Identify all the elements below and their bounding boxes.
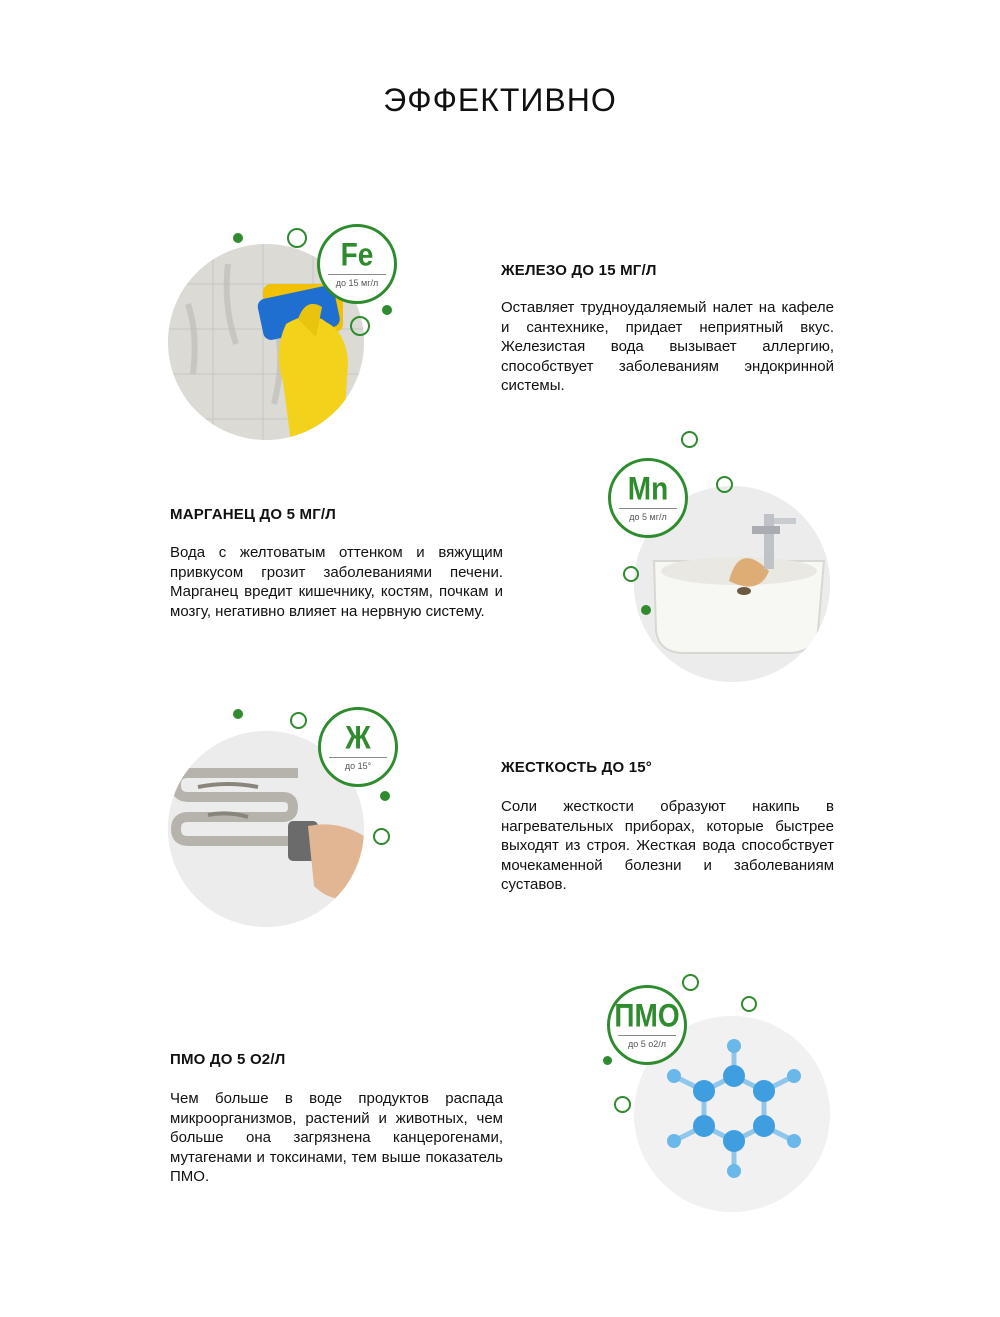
decor-ring bbox=[287, 228, 307, 248]
decor-dot bbox=[233, 709, 243, 719]
decor-ring bbox=[350, 316, 370, 336]
page-title: ЭФФЕКТИВНО bbox=[383, 82, 617, 118]
decor-dot bbox=[641, 605, 651, 615]
badge-limit: до 5 о2/л bbox=[627, 1039, 667, 1049]
iron-badge bbox=[317, 224, 397, 304]
badge-divider bbox=[619, 508, 677, 509]
hardness-badge bbox=[318, 707, 398, 787]
pmo-text: Чем больше в воде продуктов распада микроорганизмов, растений и животных, чем больше она загрязнена канцерогенами, мутагенами и токсинами, тем выше показатель ПМО. bbox=[170, 1090, 503, 1185]
badge-divider bbox=[328, 274, 386, 275]
manganese-heading: МАРГАНЕЦ ДО 5 МГ/Л bbox=[170, 506, 337, 523]
decor-ring bbox=[741, 996, 757, 1012]
iron-heading: ЖЕЛЕЗО ДО 15 МГ/Л bbox=[501, 262, 657, 279]
iron-text: Оставляет трудноудаляемый налет на кафеле и сантехнике, придает неприятный вкус. Железистая вода вызывает аллергию, способствует заболеваниям эндокринной системы. bbox=[501, 299, 834, 394]
decor-ring bbox=[290, 712, 307, 729]
badge-limit: до 15° bbox=[344, 761, 372, 771]
pmo-heading: ПМО ДО 5 О2/Л bbox=[170, 1051, 286, 1068]
hardness-text: Соли жесткости образуют накипь в нагревательных приборах, которые быстрее выходят из строя. Жесткая вода способствует мочекаменной болезни и заболеваниям суставов. bbox=[501, 798, 834, 893]
decor-dot bbox=[380, 791, 390, 801]
decor-ring bbox=[614, 1096, 631, 1113]
decor-ring bbox=[373, 828, 390, 845]
decor-ring bbox=[682, 974, 699, 991]
decor-dot bbox=[382, 305, 392, 315]
badge-divider bbox=[618, 1035, 676, 1036]
pmo-badge bbox=[607, 985, 687, 1065]
badge-symbol: Mn bbox=[627, 470, 669, 507]
badge-divider bbox=[329, 757, 387, 758]
manganese-badge bbox=[608, 458, 688, 538]
decor-ring bbox=[681, 431, 698, 448]
badge-symbol: ПМО bbox=[614, 997, 680, 1034]
badge-symbol: Ж bbox=[345, 719, 371, 756]
hardness-heading: ЖЕСТКОСТЬ ДО 15° bbox=[501, 759, 652, 776]
decor-dot bbox=[603, 1056, 612, 1065]
badge-symbol: Fe bbox=[340, 236, 374, 273]
decor-ring bbox=[716, 476, 733, 493]
badge-limit: до 5 мг/л bbox=[629, 512, 667, 522]
badge-limit: до 15 мг/л bbox=[335, 278, 379, 288]
manganese-text: Вода с желтоватым оттенком и вяжущим привкусом грозит заболеваниями печени. Марганец вредит кишечнику, костям, почкам и мозгу, негативно влияет на нервную систему. bbox=[170, 544, 503, 620]
decor-ring bbox=[623, 566, 639, 582]
decor-dot bbox=[233, 233, 243, 243]
